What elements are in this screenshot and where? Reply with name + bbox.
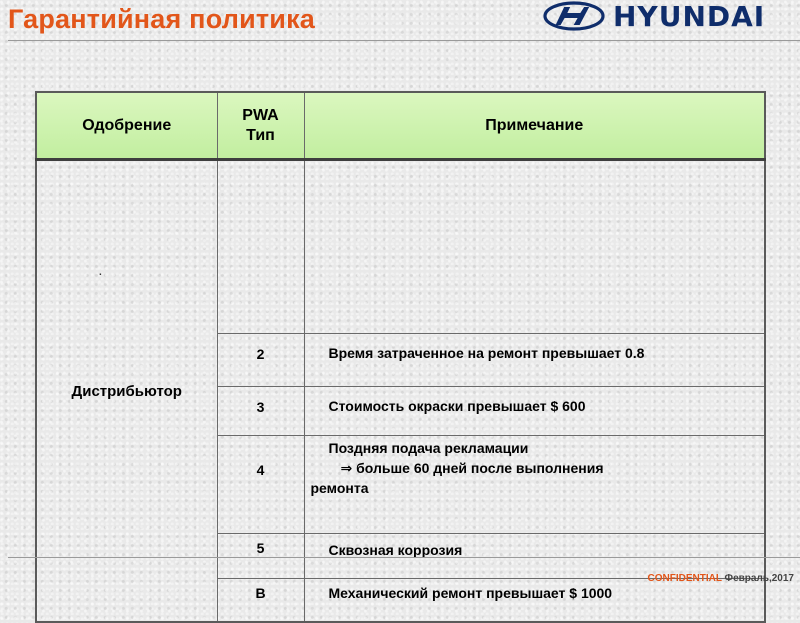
note-cell	[304, 436, 765, 534]
hyundai-emblem-icon	[543, 1, 605, 31]
brand-wordmark: HYUNDAI	[613, 0, 766, 33]
note-line: ремонта	[310, 480, 369, 496]
confidential-label: CONFIDENTIAL	[647, 573, 722, 584]
approver-label: Дистрибьютор	[71, 382, 182, 400]
header-pwa-line1: PWA	[242, 106, 279, 124]
note-line: ⇒ больше 60 дней после выполнения	[340, 460, 604, 476]
pwa-type-cell: 5	[217, 534, 304, 579]
pwa-type-cell: 4	[217, 436, 304, 534]
header-note: Примечание	[304, 92, 765, 160]
hyundai-logo	[543, 0, 773, 32]
empty-type-cell	[217, 160, 304, 334]
warranty-table	[35, 91, 766, 623]
stray-dot: .	[99, 267, 102, 278]
note-line: Поздняя подача рекламации	[328, 440, 529, 456]
approver-cell	[36, 160, 217, 623]
header-approval: Одобрение	[36, 92, 217, 160]
empty-note-cell	[304, 160, 765, 334]
footer	[648, 573, 795, 584]
note-cell: Сквозная коррозия	[304, 534, 765, 579]
header-pwa-line2: Тип	[246, 126, 275, 144]
page-title: Гарантийная политика	[8, 4, 316, 34]
note-cell: Время затраченное на ремонт превышает 0.8	[304, 334, 765, 387]
footer-date: Февраль,2017	[724, 573, 794, 584]
header-pwa-type	[217, 92, 304, 160]
table-header-row	[36, 92, 765, 160]
note-cell: Стоимость окраски превышает $ 600	[304, 387, 765, 436]
pwa-type-cell: 2	[217, 334, 304, 387]
table-row	[36, 160, 765, 334]
pwa-type-cell: 3	[217, 387, 304, 436]
title-divider	[8, 40, 800, 41]
note-cell: Механический ремонт превышает $ 1000	[304, 579, 765, 623]
footer-divider	[8, 557, 800, 558]
pwa-type-cell: B	[217, 579, 304, 623]
